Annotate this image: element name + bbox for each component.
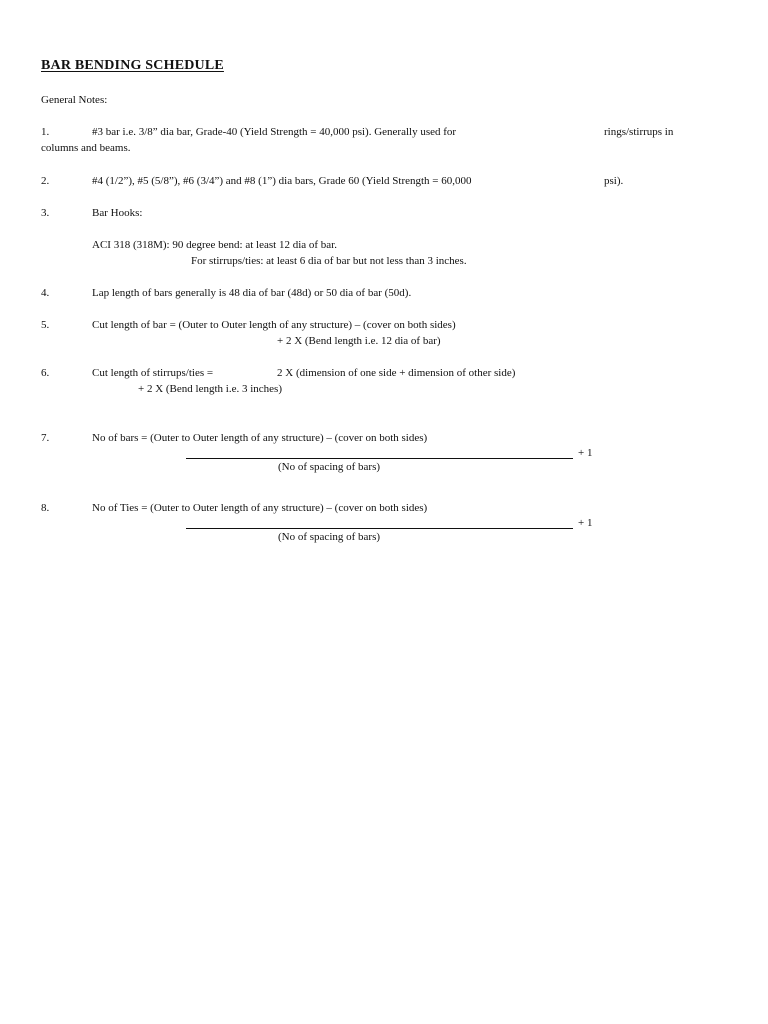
- note-2-text: #4 (1/2”), #5 (5/8”), #6 (3/4”) and #8 (1”) dia bars, Grade 60 (Yield Strength = 60,000: [92, 175, 472, 187]
- note-3-text: Bar Hooks:: [92, 207, 143, 219]
- note-5-number: 5.: [41, 319, 50, 331]
- note-1-number: 1.: [41, 126, 50, 138]
- note-6-text-b: 2 X (dimension of one side + dimension of other side): [277, 367, 516, 379]
- note-2-tail: psi).: [604, 175, 624, 187]
- note-7-fraction-bar: [186, 458, 573, 459]
- note-5-line2: + 2 X (Bend length i.e. 12 dia of bar): [277, 335, 441, 347]
- note-3-sub1: ACI 318 (318M): 90 degree bend: at least 12 dia of bar.: [92, 239, 337, 251]
- note-8-plus-one: + 1: [578, 517, 593, 529]
- note-7-number: 7.: [41, 432, 50, 444]
- note-1-text: #3 bar i.e. 3/8” dia bar, Grade-40 (Yield Strength = 40,000 psi). Generally used for: [92, 126, 457, 138]
- note-6-number: 6.: [41, 367, 50, 379]
- note-2-number: 2.: [41, 175, 50, 187]
- note-8-number: 8.: [41, 502, 50, 514]
- note-7-plus-one: + 1: [578, 447, 593, 459]
- page-title: BAR BENDING SCHEDULE: [41, 58, 224, 73]
- note-1-tail: rings/stirrups in: [604, 126, 674, 138]
- note-7-numerator: No of bars = (Outer to Outer length of any structure) – (cover on both sides): [92, 432, 428, 444]
- general-notes-label: General Notes:: [41, 94, 108, 106]
- note-6-line2: + 2 X (Bend length i.e. 3 inches): [138, 383, 282, 395]
- note-8-numerator: No of Ties = (Outer to Outer length of any structure) – (cover on both sides): [92, 502, 428, 514]
- note-8-denominator: (No of spacing of bars): [278, 531, 381, 543]
- note-1-wrap: columns and beams.: [41, 142, 131, 154]
- note-3-number: 3.: [41, 207, 50, 219]
- note-4-number: 4.: [41, 287, 50, 299]
- note-8-fraction-bar: [186, 528, 573, 529]
- note-5-text: Cut length of bar = (Outer to Outer length of any structure) – (cover on both sides): [92, 319, 456, 331]
- note-3-sub2: For stirrups/ties: at least 6 dia of bar but not less than 3 inches.: [191, 255, 467, 267]
- note-4-text: Lap length of bars generally is 48 dia of bar (48d) or 50 dia of bar (50d).: [92, 287, 412, 299]
- note-7-denominator: (No of spacing of bars): [278, 461, 381, 473]
- note-6-text: Cut length of stirrups/ties =: [92, 367, 214, 379]
